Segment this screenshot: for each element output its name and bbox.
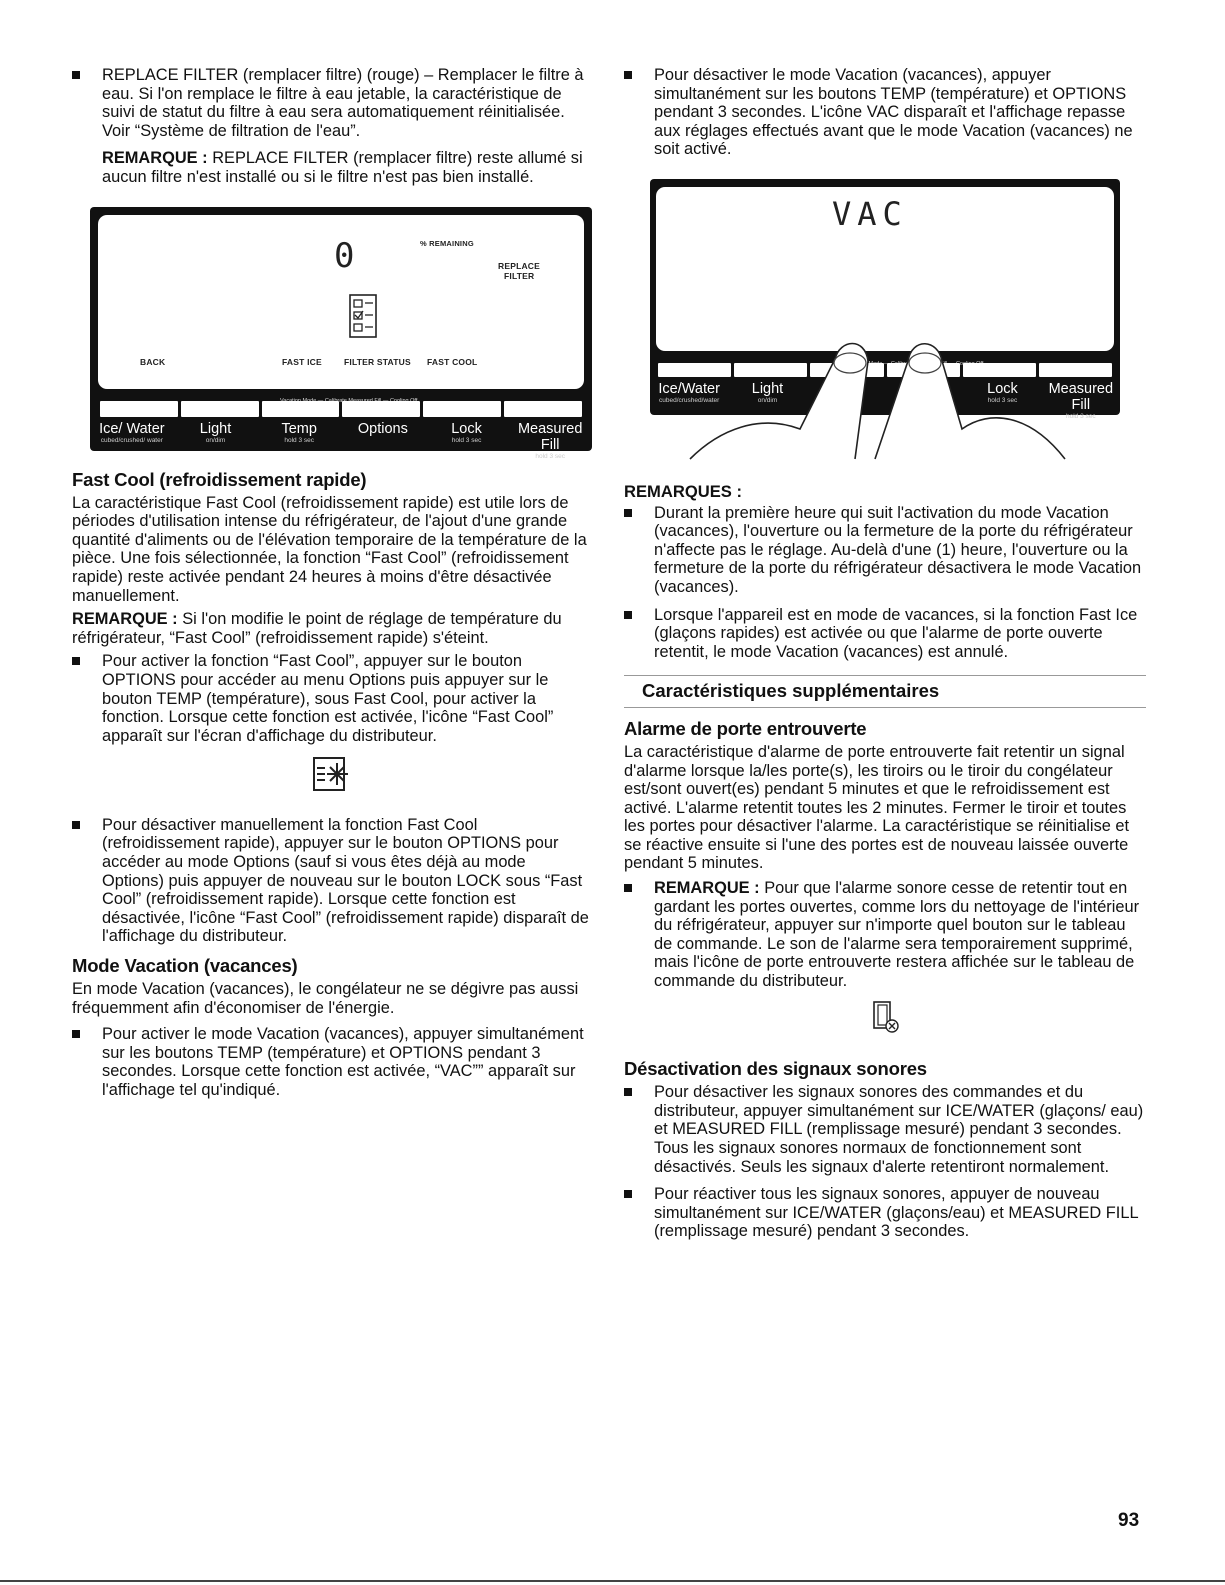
fast-cool-heading: Fast Cool (refroidissement rapide) (72, 468, 367, 490)
panel-keys (100, 401, 582, 417)
filter-label: FILTER (504, 270, 535, 281)
bullet-icon (624, 884, 632, 892)
panel-display (98, 215, 584, 389)
vacation-mode-heading: Mode Vacation (vacances) (72, 955, 298, 977)
vacation-display-text: VAC (832, 194, 908, 233)
percent-remaining-label: % REMAINING (420, 238, 474, 248)
bullet-icon (72, 71, 80, 79)
fast-ice-label: FAST ICE (282, 356, 322, 367)
replace-label: REPLACE (498, 260, 541, 271)
bullet-fast-cool-activate: Pour activer la fonction “Fast Cool”, appuyer sur le bouton OPTIONS pour accéder au menu Options puis appuyer sur le bouton TEMP (température), sous Fast Cool, pour activer la fonction. Lorsque cette fonction est activée, l'icône “Fast Cool” apparaît sur l'écran d'affichage du distributeur. (72, 652, 592, 745)
temp-button[interactable]: Temp hold 3 sec (281, 420, 317, 444)
measured-fill-button[interactable]: Measured Fill hold 3 sec (517, 420, 583, 460)
door-ajar-icon (624, 1000, 1146, 1039)
vacation-paragraph: En mode Vacation (vacances), le congélateur ne se dégivre pas aussi fréquemment afin d'économiser de l'énergie. (72, 980, 579, 1017)
right-column (624, 66, 1146, 1250)
bullet-icon (72, 1030, 80, 1038)
bullet-icon (72, 657, 80, 665)
bottom-rule (0, 1580, 1225, 1582)
bullet-remarque-2: Lorsque l'appareil est en mode de vacances, si la fonction Fast Ice (glaçons rapides) est activée ou que l'alarme de porte ouverte retentit, le mode Vacation (vacances) est annulé. (624, 606, 1146, 662)
bullet-icon (624, 71, 632, 79)
panel-button-labels (90, 421, 592, 460)
measured-fill-button[interactable]: Measured Fill hold 3 sec (1048, 380, 1114, 420)
pressing-fingers-illustration (650, 319, 1080, 469)
vacation-panel-figure (650, 179, 1150, 469)
door-alarm-paragraph: La caractéristique d'alarme de porte entrouverte fait retentir un signal d'alarme lorsque la/les porte(s), les tiroirs ou le tiroir du congélateur est/sont ouvert(es) pendant 5 minutes et que le refroidissement est activé. L'alarme retentit toutes les 2 minutes. Fermer le tiroir et toutes les portes pour désactiver l'alarme. La caractéristique se réinitialise et se réactive ensuite si l'une des portes est de nouveau laissée ouverte pendant 5 minutes. (624, 742, 1130, 873)
filter-status-icon (348, 293, 380, 339)
ice-water-button[interactable]: Ice/Water cubed/crushed/water (658, 380, 720, 404)
key-1[interactable] (100, 401, 178, 417)
sound-deactivation-heading: Désactivation des signaux sonores (624, 1058, 927, 1080)
bullet-vacation-activate: Pour activer le mode Vacation (vacances), appuyer simultanément sur les boutons TEMP (température) et OPTIONS pendant 3 secondes. Lorsque cette fonction est activée, “VAC”” apparaît sur l'affichage tel qu'indiqué. (72, 1025, 592, 1099)
options-button[interactable]: Options (357, 420, 408, 437)
light-button[interactable]: Light on/dim (751, 380, 784, 404)
page-number: 93 (1118, 1510, 1140, 1531)
bullet-vacation-deactivate: Pour désactiver le mode Vacation (vacances), appuyer simultanément sur les boutons TEMP (température) et OPTIONS pendant 3 secondes. L'icône VAC disparaît et l'affichage repasse aux réglages effectués avant que le mode Vacation (vacances) ne soit activé. (624, 66, 1146, 159)
note-replace-filter: REMARQUE : REPLACE FILTER (remplacer filtre) reste allumé si aucun filtre n'est installé ou si le filtre n'est pas bien installé. (102, 149, 583, 186)
bullet-icon (624, 1190, 632, 1198)
filter-status-label: FILTER STATUS (344, 356, 411, 367)
key-4[interactable] (342, 401, 420, 417)
bullet-icon (624, 611, 632, 619)
fast-cool-label: FAST COOL (427, 356, 478, 367)
filter-percent-digit: 0 (334, 235, 355, 276)
back-label: BACK (140, 356, 166, 367)
lock-button[interactable]: Lock hold 3 sec (987, 380, 1018, 404)
bullet-replace-filter: REPLACE FILTER (remplacer filtre) (rouge) – Remplacer le filtre à eau. Si l'on remplace le filtre à eau jetable, la caractéristique de suivi de statut du filtre à eau sera automatiquement réinitialisée. Voir “Système de filtration de l'eau”. (72, 66, 592, 140)
remarques-heading: REMARQUES : (624, 481, 743, 501)
bullet-sound-off: Pour désactiver les signaux sonores des commandes et du distributeur, appuyer simultanément sur ICE/WATER (glaçons/ eau) et MEASURED FILL (remplissage mesuré) pendant 3 secondes. Tous les signaux sonores normaux de fonctionnement sont désactivés. Seuls les signaux d'alerte retentiront normalement. (624, 1083, 1146, 1176)
bullet-remarque-1: Durant la première heure qui suit l'activation du mode Vacation (vacances), l'ouverture ou la fermeture de la porte du réfrigérateur n'affecte pas le réglage. Au-delà d'une (1) heure, l'ouverture ou la fermeture de la porte du réfrigérateur désactivera le mode Vacation (vacances). (624, 504, 1146, 597)
fast-cool-note: REMARQUE : Si l'on modifie le point de réglage de température du réfrigérateur, “Fast Cool” (refroidissement rapide) s'éteint. (72, 610, 562, 647)
key-5[interactable] (423, 401, 501, 417)
lock-button[interactable]: Lock hold 3 sec (451, 420, 482, 444)
section-title-supplementaires: Caractéristiques supplémentaires (624, 675, 1146, 708)
bullet-fast-cool-deactivate: Pour désactiver manuellement la fonction Fast Cool (refroidissement rapide), appuyer sur le bouton OPTIONS pour accéder au mode Options (sauf si vous êtes déjà au mode Options) puis appuyer de nouveau sur le bouton LOCK sous “Fast Cool” (refroidissement rapide). Lorsque cette fonction est désactivée, l'icône “Fast Cool” (refroidissement rapide) disparaît de l'affichage du distributeur. (72, 816, 592, 946)
door-alarm-heading: Alarme de porte entrouverte (624, 717, 867, 739)
dispenser-panel-filter-status (90, 207, 592, 460)
fast-cool-icon (72, 755, 592, 798)
key-6[interactable] (504, 401, 582, 417)
bullet-icon (72, 821, 80, 829)
bullet-icon (624, 1088, 632, 1096)
bullet-door-alarm-note: REMARQUE : Pour que l'alarme sonore cesse de retentir tout en gardant les portes ouvertes, comme lors du nettoyage de l'intérieur du réfrigérateur, appuyer sur n'importe quel bouton sur le tableau de commande. Le son de l'alarme sera temporairement supprimé, mais l'icône de porte entrouverte restera affichée sur le tableau de commande du distributeur. (624, 879, 1146, 991)
key-2[interactable] (181, 401, 259, 417)
fast-cool-paragraph: La caractéristique Fast Cool (refroidissement rapide) est utile lors de périodes d'utilisation intense du réfrigérateur, de l'ajout d'une grande quantité d'aliments ou de l'élévation temporaire de la température de la pièce. Une fois sélectionnée, la fonction “Fast Cool” (refroidissement rapide) reste activée pendant 24 heures à moins d'être désactivée manuellement. (72, 493, 587, 605)
bullet-icon (624, 509, 632, 517)
light-button[interactable]: Light on/dim (199, 420, 232, 444)
bullet-sound-on: Pour réactiver tous les signaux sonores, appuyer de nouveau simultanément sur ICE/WATER (glaçons/eau) et MEASURED FILL (remplissage mesuré) pendant 3 secondes. (624, 1185, 1146, 1241)
ice-water-button[interactable]: Ice/ Water cubed/crushed/ water (99, 420, 165, 444)
left-column (72, 66, 592, 1109)
key-3[interactable] (262, 401, 340, 417)
